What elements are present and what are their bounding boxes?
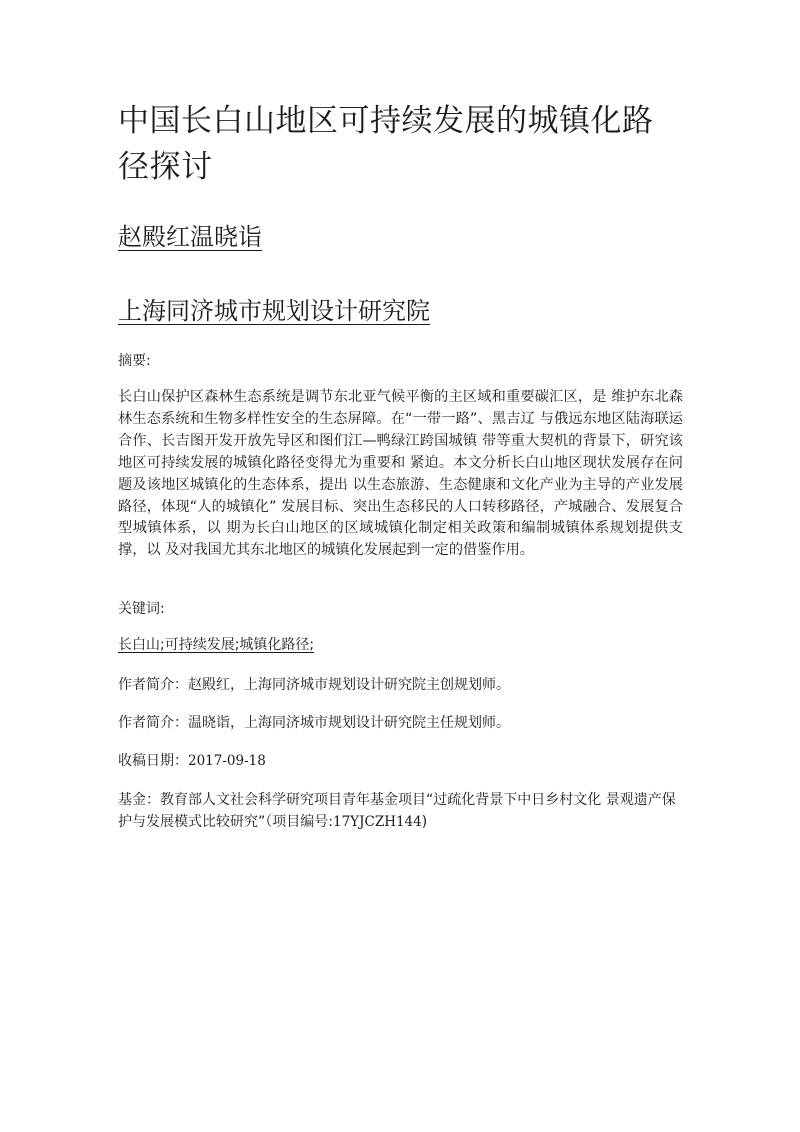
abstract-label: 摘要: (118, 353, 151, 369)
fund-info (118, 789, 683, 833)
institute-link[interactable]: 上海同济城市规划设计研究院 (118, 297, 430, 325)
received-date-line (118, 750, 266, 772)
keywords-label: 关键词: (118, 601, 165, 617)
received-date: 2017-09-18 (188, 753, 266, 769)
author-intro-zhao: 作者简介：赵殿红，上海同济城市规划设计研究院主创规划师。 (118, 677, 510, 693)
fund-close: ) (421, 814, 428, 830)
author-names-link[interactable]: 赵殿红温晓诣 (118, 223, 262, 251)
keywords-links[interactable]: 长白山;可持续发展;城镇化路径; (118, 637, 315, 653)
paper-title: 中国长白山地区可持续发展的城镇化路径探讨 (118, 103, 654, 185)
abstract-text: 长白山保护区森林生态系统是调节东北亚气候平衡的主区域和重要碳汇区，是 维护东北森林生态系统和生物多样性安全的生态屏障。在“一带一路”、黑吉辽 与俄远东地区陆海联运合作、长吉图开发开放先导区和图们江—鸭绿江跨国城镇 带等重大契机的背景下，研究该地区可持续发展的城镇化路径变得尤为重要和 紧迫。本文分析长白山地区现状发展存在问题及该地区城镇化的生态体系，提出 以生态旅游、生态健康和文化产业为主导的产业发展路径，体现“人的城镇化” 发展目标、突出生态移民的人口转移路径，产城融合、发展复合型城镇体系，以 期为长白山地区的区域城镇化制定相关政策和编制城镇体系规划提供支撑，以 及对我国尤其东北地区的城镇化发展起到一定的借鉴作用。 (118, 389, 683, 559)
author-intro-wen: 作者简介：温晓诣，上海同济城市规划设计研究院主任规划师。 (118, 715, 510, 731)
received-label: 收稿日期： (118, 753, 188, 769)
fund-code: 17YJCZH144 (332, 814, 422, 830)
fund-text: 基金：教育部人文社会科学研究项目青年基金项目“过疏化背景下中日乡村文化 景观遗产保护与发展模式比较研究”（项目编号: (118, 792, 676, 830)
